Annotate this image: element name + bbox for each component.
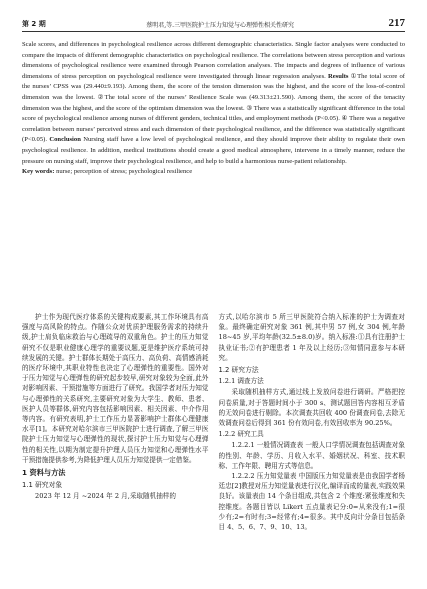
running-title: 蔡明君,等.三甲医院护士压力知觉与心理弹性相关性研究 <box>146 22 295 29</box>
right-column <box>219 312 406 581</box>
section-heading-1-2-2: 1.2.2 研究工具 <box>218 430 264 439</box>
results-label: Results <box>327 72 349 80</box>
keywords-text: nurse; perception of stress; psychological resilience <box>56 168 193 176</box>
intro-paragraph: 护士作为现代医疗体系的关键构成要素,其工作环境具有高强度与高风险的特点。作随公众对优质护理服务需求的持续升级,护士肩负临床救治与心理疏导的双重角色。护士的压力知觉研究不仅是职业健康心理学的重要议题,更是维护医疗系统可持续发展的关键。护士群体长期处于高压力、高负荷、高情感消耗的医疗环境中,其职业特性也决定了心理弹性的重要性。国外对于压力知觉与心理弹性的研究起步较早,研究对象较为全面,此外对影响因素、干预措施等方面进行了研究。我国学者对压力知觉与心理弹性的关系研究,主要研究对象为大学生、教师、患者、医护人员等群体,研究内容包括影响因素、相关因素、中介作用等内容。有研究表明,护士工作压力显著影响护士群体心理健康水平[1]。本研究对哈尔滨市三甲医院护士进行调查,了解三甲医院护士压力知觉与心理弹性的现状,探讨护士压力知觉与心理弹性的相关性,以期为制定提升护理人员压力知觉和心理弹性水平干预措施提供参考,为降低护理人员压力知觉提供一定借鉴。 <box>22 313 209 464</box>
results-text: ①The total score of the nurses’ CPSS was (29.440±9.193). Among them, the score of the tension dimension was the highest, and the score of the loss-of-control dimension was the lowest. ②The total score of the nurses’ Resilience Scale was (49.313±21.590). Among them, the score of the tenacity dimension was the highest, and the score of the optimism dimension was the lowest. ③ There was a statistically significant difference in the total score of psychological resilience among nurses of different genders, technical titles, and employment methods (P<0.05). ④ There was a negative correlation between nurses’ perceived stress and each dimension of their psychological resilience, and the difference was statistically significant (P<0.05). <box>22 72 405 144</box>
conclusion-text: Nursing staff have a low level of psychological resilience, and they should improve their ability to regulate their own psychological resilience. In addition, medical institutions should create a good medical atmosphere, intervene in a timely manner, reduce the pressure on nursing staff, improve their psychological resilience, and help to build a harmonious nurse-patient relationship. <box>22 136 405 165</box>
section-heading-1-1: 1.1 研究对象 <box>22 481 63 490</box>
method-continued-paragraph: 方式,以哈尔滨市 5 所三甲医院符合纳入标准的护士为调查对象。最终确定研究对象 361 例,其中男 57 例,女 304 例,年龄 18~45 岁,平均年龄(32.5±8.0)岁。纳入标准:①具有注册护士执业证书;②有护理患者 1 年及以上经历;③知情同意参与本研究。 <box>218 313 405 362</box>
english-abstract <box>22 40 405 178</box>
conclusion-label: Conclusion <box>49 136 81 144</box>
section-heading-1-2-2-2: 1.2.2.2 压力知觉量表 <box>231 472 297 481</box>
abstract-paragraph <box>22 40 405 167</box>
general-survey-text: 一般人口学情况调查包括调查对象的性别、年龄、学历、月收入水平、婚姻状况、科室、技术职称、工作年限、聘用方式等信息。 <box>218 441 406 470</box>
left-column <box>22 312 209 581</box>
section-heading-1: 1 资料与方法 <box>22 468 66 478</box>
cpss-paragraph <box>219 471 406 532</box>
methods-tail: Scale scores, and differences in psychological resilience across different demographic characteristics. Single factor analyses were conducted to compare the impacts of different demographic characteristics on psychological resilience. The correlations between stress perception and various dimensions of psychological resilience were examined through Pearson correlation analyses. The impacts and degrees of influence of various dimensions of stress perception on psychological resilience were investigated through linear regression analyses. <box>22 41 405 80</box>
page-number: 217 <box>388 17 405 29</box>
keywords-label: Key words: <box>22 168 55 176</box>
keywords-line <box>22 167 405 178</box>
body-columns <box>22 312 405 581</box>
issue-label: 第 2 期 <box>22 20 46 28</box>
running-header <box>22 10 405 32</box>
survey-method-paragraph: 采取随机抽样方式,通过线上发放问卷进行调研。严格把控问卷质量,对于答题时间小于 300 s、测试题回答内容相互矛盾的无效问卷进行剔除。本次调查共回收 400 份调查问卷,去除无效调查问卷后得到 361 份有效问卷,有效回收率为 90.25%。 <box>218 388 405 428</box>
section-heading-1-2: 1.2 研究方法 <box>218 366 259 375</box>
general-survey-paragraph <box>219 440 406 471</box>
section-heading-1-2-2-1: 1.2.2.1 一般情况调查表 <box>231 441 304 450</box>
method-start-paragraph: 2023 年 12 月 ~2024 年 2 月,采取随机抽样的 <box>35 492 176 501</box>
section-heading-1-2-1: 1.2.1 调查方法 <box>218 377 264 386</box>
cpss-text: 中国版压力知觉量表是由我国学者杨廷忠[2]教授对压力知觉量表进行汉化,编译而成的量表,实践效果良好。该量表由 14 个条目组成,共包含 2 个维度:紧张维度和失控维度。各题目皆以 Likert 五点量表记分:0=从来没有;1=很少有;2=有时有;3=经常有;4=很多。其中反向计分条目包括条目 4、5、6、7、9、10、13。 <box>218 472 406 532</box>
